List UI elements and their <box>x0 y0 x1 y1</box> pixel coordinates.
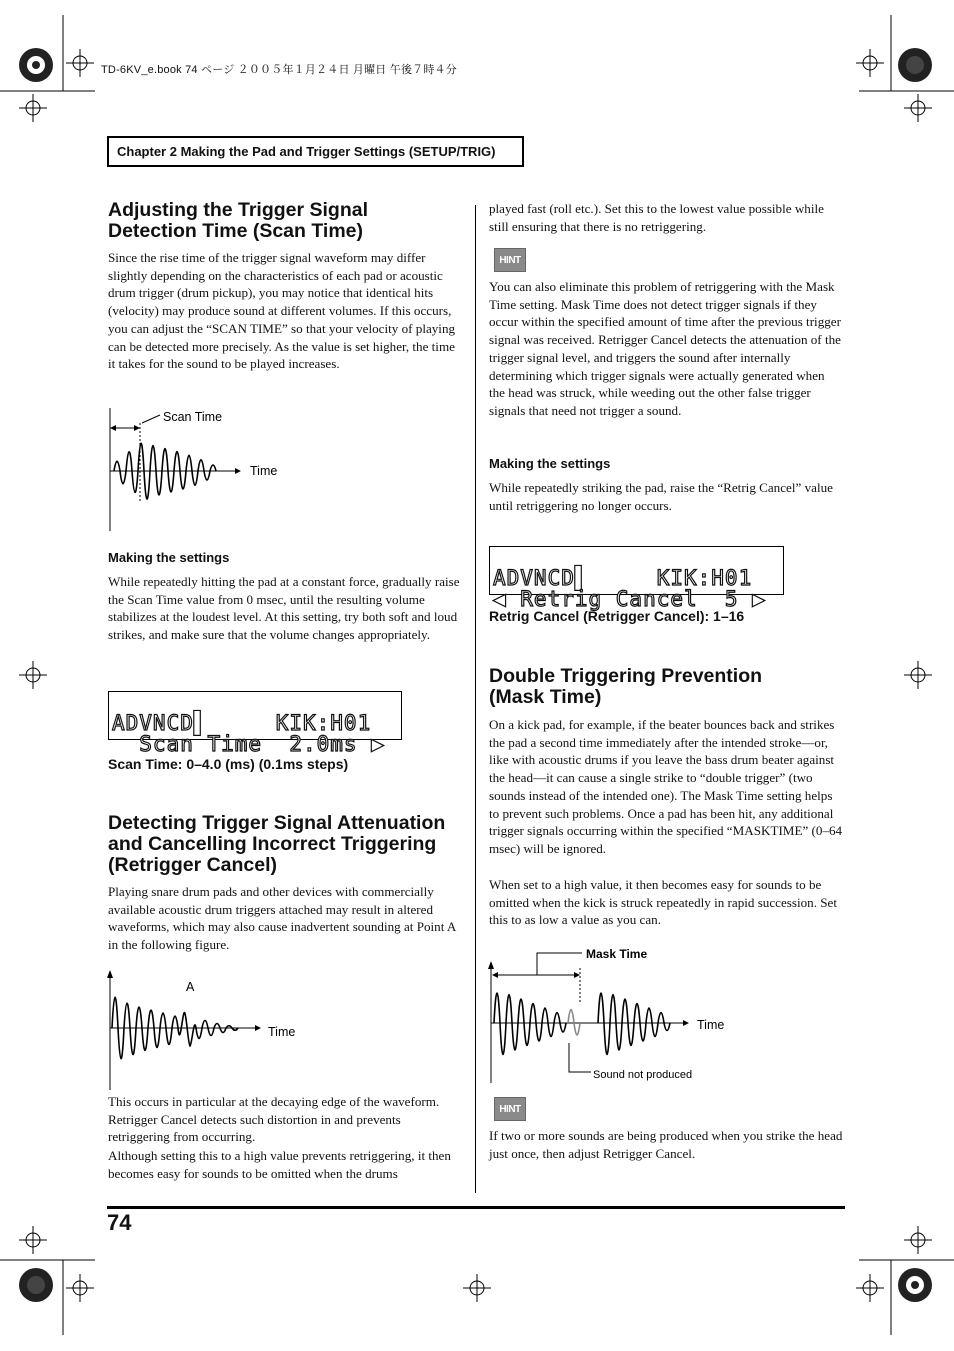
scan-lcd-display <box>108 691 402 756</box>
footer-rule <box>107 1206 845 1209</box>
retrig-title-line3: (Retrigger Cancel) <box>108 854 278 876</box>
mask-title-line2: (Mask Time) <box>489 686 602 708</box>
retrig-lcd-line1: ADVNCD▌ KIK:H01 <box>493 566 753 590</box>
hint-icon: HINT <box>494 248 526 272</box>
chapter-title: Chapter 2 Making the Pad and Trigger Settings (SETUP/TRIG) <box>107 136 524 167</box>
retrig-lcd-line2: ◀ Retrig Cancel 5 ▶ <box>493 587 766 611</box>
column-divider <box>475 205 476 1193</box>
mask-fig-notproduced-label: Sound not produced <box>593 1069 693 1081</box>
mask-title-line1: Double Triggering Prevention <box>489 665 763 687</box>
mask-body2: When set to a high value, it then becomes easy for sounds to be omitted when the kick is struck repeatedly in rapid succession. Set this to as low a value as you can. <box>489 877 837 928</box>
mask-fig-time-label: Time <box>697 1018 725 1032</box>
retrig-title-line1: Detecting Trigger Signal Attenuation <box>108 812 446 834</box>
hint2-icon: HINT <box>494 1097 526 1121</box>
mask-time-figure <box>480 943 740 1083</box>
scan-fig-label: Scan Time <box>163 410 223 424</box>
retrig-title-line2: and Cancelling Incorrect Triggering <box>108 833 437 855</box>
scan-title-line1: Adjusting the Trigger Signal <box>108 199 369 221</box>
scan-param: Scan Time: 0–4.0 (ms) (0.1ms steps) <box>108 756 349 772</box>
scan-making-title: Making the settings <box>108 550 230 565</box>
retrig-heading <box>108 813 468 876</box>
retrig-body: Playing snare drum pads and other devices with commercially available acoustic drum triggers attached may result in altered waveforms, which may also cause inadvertent sounding at Point A in the following figure. <box>108 884 456 953</box>
retrig-making-body: While repeatedly striking the pad, raise the “Retrig Cancel” value until retriggering no longer occurs. <box>489 480 833 513</box>
retrig-body2: This occurs in particular at the decaying edge of the waveform. Retrigger Cancel detects such distortion in and prevents retriggering from occurring. <box>108 1094 440 1145</box>
scan-lcd-line2: Scan Time 2.0ms ▶ <box>112 732 385 756</box>
scan-making-body: While repeatedly hitting the pad at a constant force, gradually raise the Scan Time value from 0 msec, until the resulting volume stabilizes at the loudest level. At this setting, try both soft and loud strikes, and make sure that the volume changes appropriately. <box>108 574 460 643</box>
mask-time-heading <box>489 666 849 708</box>
hint-body: You can also eliminate this problem of retriggering with the Mask Time setting. Mask Time does not detect trigger signals if they occur within the specified amount of time after the previous trigger signal was received. Retrigger Cancel detects the attenuation of the trigger signal level, and triggers the sound after internally determining which trigger signals were actually generated when the head was struck, while weeding out the other false trigger signals that need not trigger a sound. <box>489 279 841 418</box>
retrig-fig-a-label: A <box>186 980 195 994</box>
scan-time-figure <box>100 403 300 533</box>
hint2-body: If two or more sounds are being produced when you strike the head just once, then adjust Retrigger Cancel. <box>489 1128 843 1161</box>
retrig-figure <box>100 968 320 1093</box>
mask-body: On a kick pad, for example, if the beater bounces back and strikes the pad a second time immediately after the intended stroke—or, like with acoustic drums if you leave the bass drum beater against the head—it can cause a single strike to “double trigger” (two sounds instead of the intended one). The Mask Time setting helps to prevent such problems. Once a pad has been hit, any additional trigger signals occurring within the specified “MASKTIME” (0–64 msec) will be ignored. <box>489 717 843 856</box>
page-number: 74 <box>107 1210 132 1235</box>
scan-title-line2: Detection Time (Scan Time) <box>108 220 364 242</box>
retrig-body3: Although setting this to a high value prevents retriggering, it then becomes easy for sounds to be omitted when the drums <box>108 1148 451 1181</box>
crop-header-text: TD-6KV_e.book 74 ページ ２００５年１月２４日 月曜日 午後７時４分 <box>101 64 457 76</box>
scan-fig-time-label: Time <box>250 464 278 478</box>
retrig-fig-time-label: Time <box>268 1025 296 1039</box>
mask-fig-label: Mask Time <box>586 947 648 961</box>
retrig-making-title: Making the settings <box>489 456 611 471</box>
scan-body: Since the rise time of the trigger signal waveform may differ slightly depending on the characteristics of each pad or acoustic drum trigger (drum pickup), you may notice that identical hits (velocity) may produce sound at different volumes. If this occurs, you can adjust the “SCAN TIME” so that your velocity of playing can be detected more precisely. As the value is set higher, the time it takes for the sound to be played increases. <box>108 250 456 372</box>
retrig-param: Retrig Cancel (Retrigger Cancel): 1–16 <box>489 608 745 624</box>
scan-time-heading <box>108 200 468 242</box>
scan-lcd-line1: ADVNCD▌ KIK:H01 <box>112 711 372 735</box>
retrig-cont-body: played fast (roll etc.). Set this to the lowest value possible while still ensuring that there is no retriggering. <box>489 201 824 234</box>
retrig-lcd-display <box>489 546 784 611</box>
